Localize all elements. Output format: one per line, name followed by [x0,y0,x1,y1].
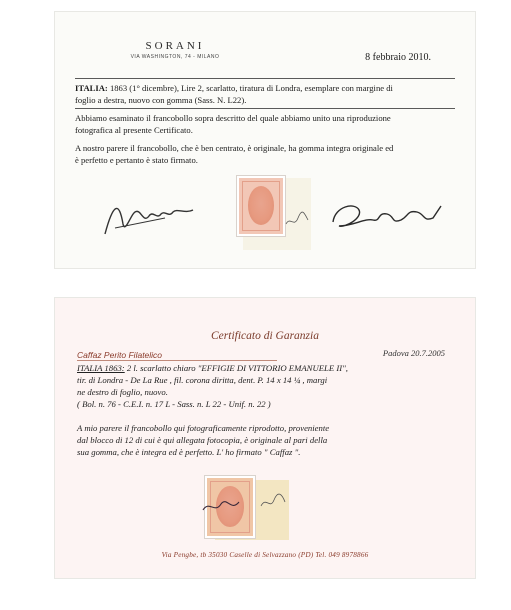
description-line-1: 2 l. scarlatto chiaro "EFFIGIE DI VITTORIO EMANUELE II", [124,363,348,373]
bottom-divider [75,108,455,109]
caffaz-signature-on-stamp [199,494,249,518]
issuer-footer: Via Pengbe, tb 35030 Caselle di Selvazzano (PD) Tel. 049 8978866 [161,551,369,559]
opinion-paragraph [75,142,455,166]
description-line-4: ( Bol. n. 76 - C.E.I. n. 17 L - Sass. n. L 22 - Unif. n. 22 ) [77,399,271,409]
top-divider [75,78,455,79]
stamp-description [75,82,455,106]
exam-line-1: Abbiamo esaminato il francobollo sopra descritto del quale abbiamo unito una riproduzione [75,113,391,123]
opinion-line-2: è perfetto e pertanto è stato firmato. [75,155,198,165]
opinion-line-3: sua gomma, che è integra ed è perfetto. L' ho firmato " Caffaz ". [77,447,301,457]
logo-name: SORANI [145,40,205,52]
opinion-line-1: A mio parere il francobollo qui fotograficamente riprodotto, proveniente [77,423,330,433]
description-line-2: tir. di Londra - De La Rue , fil. corona diritta, dent. P. 14 x 14 ¼ , margi [77,375,328,385]
logo-address: VIA WASHINGTON, 74 - MILANO [130,54,220,60]
description-country: ITALIA: [75,83,108,93]
stamp-margin-signature [258,488,288,514]
description-line-3: ne destro di foglio, nuovo. [77,387,168,397]
stamp-description [77,362,462,410]
sorani-certificate [55,12,475,268]
description-line-2: foglio a destra, nuovo con gomma (Sass. N. L22). [75,95,247,105]
city-date: Padova 20.7.2005 [382,348,445,358]
certificate-date: 8 febbraio 2010. [365,52,431,63]
description-line-1: 1863 (1° dicembre), Lire 2, scarlatto, tiratura di Londra, esemplare con margine di [107,83,393,93]
description-country: ITALIA 1863: [77,363,125,373]
stamp-photo [237,176,285,236]
opinion-paragraph [77,422,462,458]
examination-paragraph [75,112,455,136]
opinion-line-2: dal blocco di 12 di cui è qui allegata fotocopia, è originale al pari della [77,435,328,445]
issuer-name: Caffaz Perito Filatelico [77,350,163,360]
left-signature [95,194,205,244]
issuer-underline [77,360,277,361]
exam-line-2: fotografica al presente Certificato. [75,125,193,135]
caffaz-certificate [55,298,475,578]
sorani-signature [325,192,455,242]
certificate-title: Certificato di Garanzia [211,330,319,342]
sorani-logo [125,40,225,60]
opinion-line-1: A nostro parere il francobollo, che è ben centrato, è originale, ha gomma integra originale ed [75,143,394,153]
stamp-margin-signature [284,208,310,230]
